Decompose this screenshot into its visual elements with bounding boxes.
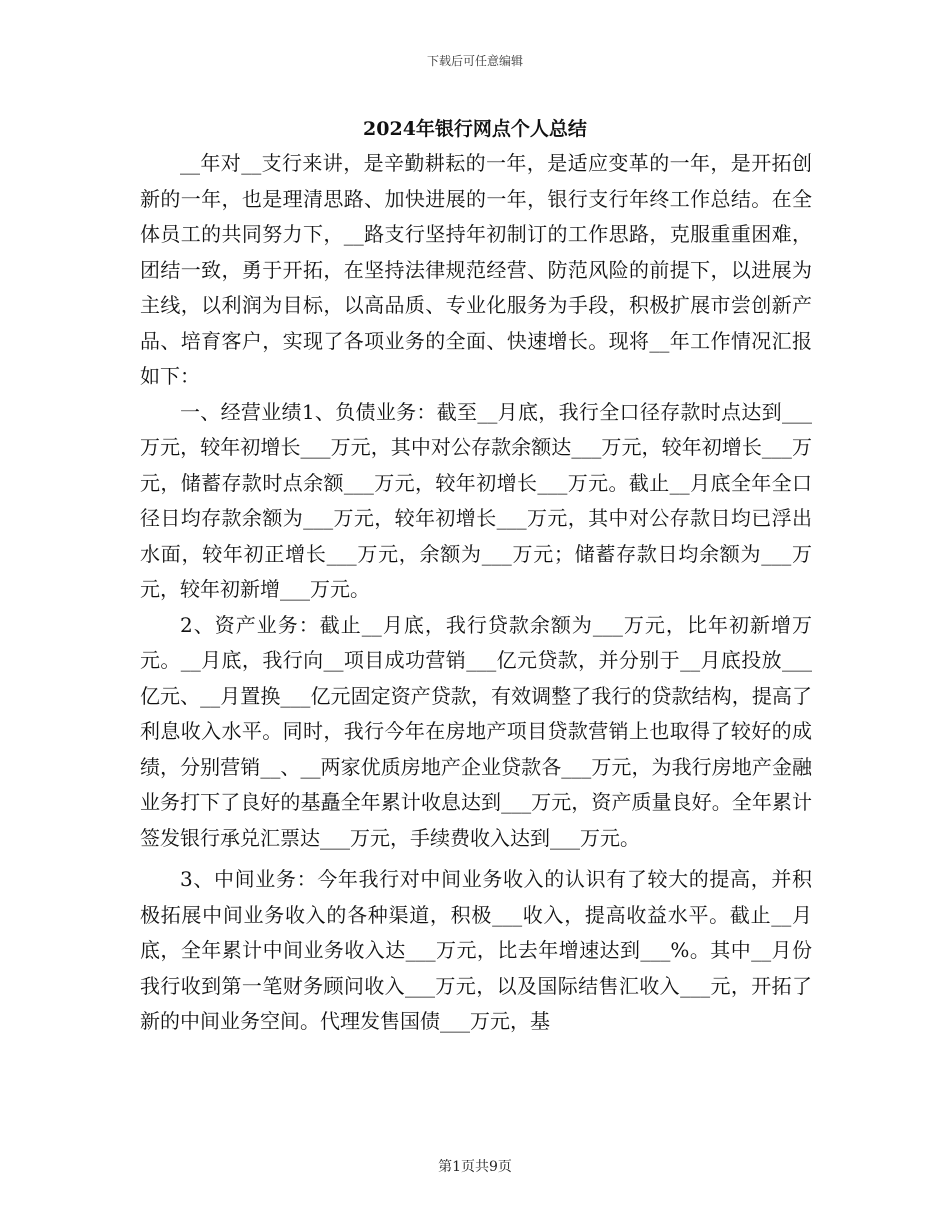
paragraph-intro: __年对__支行来讲，是辛勤耕耘的一年，是适应变革的一年，是开拓创新的一年，也是理清思路、加快进展的一年，银行支行年终工作总结。在全体员工的共同努力下，__路支行坚持年初制订的工作思路，克服重重困难，团结一致，勇于开拓，在坚持法律规范经营、防范风险的前提下，以进展为主线，以利润为目标，以高品质、专业化服务为手段，积极扩展市尝创新产品、培育客户，实现了各项业务的全面、快速增长。现将__年工作情况汇报如下： bbox=[140, 151, 812, 388]
document-body bbox=[140, 146, 812, 1040]
paragraph-liability-business: 一、经营业绩1、负债业务：截至__月底，我行全口径存款时点达到___万元，较年初增长___万元，其中对公存款余额达___万元，较年初增长___万元，储蓄存款时点余额___万元，较年初增长___万元。截止__月底全年全口径日均存款余额为___万元，较年初增长___万元，其中对公存款日均已浮出水面，较年初正增长___万元，余额为___万元；储蓄存款日均余额为___万元，较年初新增___万元。 bbox=[140, 399, 812, 601]
page-header-note: 下载后可任意编辑 bbox=[426, 54, 523, 68]
paragraph-asset-business: 2、资产业务：截止__月底，我行贷款余额为___万元，比年初新增万元。__月底，我行向__项目成功营销___亿元贷款，并分别于__月底投放___亿元、__月置换___亿元固定资产贷款，有效调整了我行的贷款结构，提高了利息收入水平。同时，我行今年在房地产项目贷款营销上也取得了较好的成绩，分别营销__、__两家优质房地产企业贷款各___万元，为我行房地产金融业务打下了良好的基矗全年累计收息达到___万元，资产质量良好。全年累计签发银行承兑汇票达___万元，手续费收入达到___万元。 bbox=[140, 612, 812, 850]
document-title: 2024年银行网点个人总结 bbox=[363, 118, 587, 140]
page-number: 第1页共9页 bbox=[438, 1159, 512, 1175]
paragraph-intermediate-business: 3、中间业务：今年我行对中间业务收入的认识有了较大的提高，并积极拓展中间业务收入的各种渠道，积极___收入，提高收益水平。截止__月底，全年累计中间业务收入达___万元，比去年增速达到___%。其中__月份我行收到第一笔财务顾问收入___万元，以及国际结售汇收入___元，开拓了新的中间业务空间。代理发售国债___万元，基 bbox=[140, 867, 812, 1033]
